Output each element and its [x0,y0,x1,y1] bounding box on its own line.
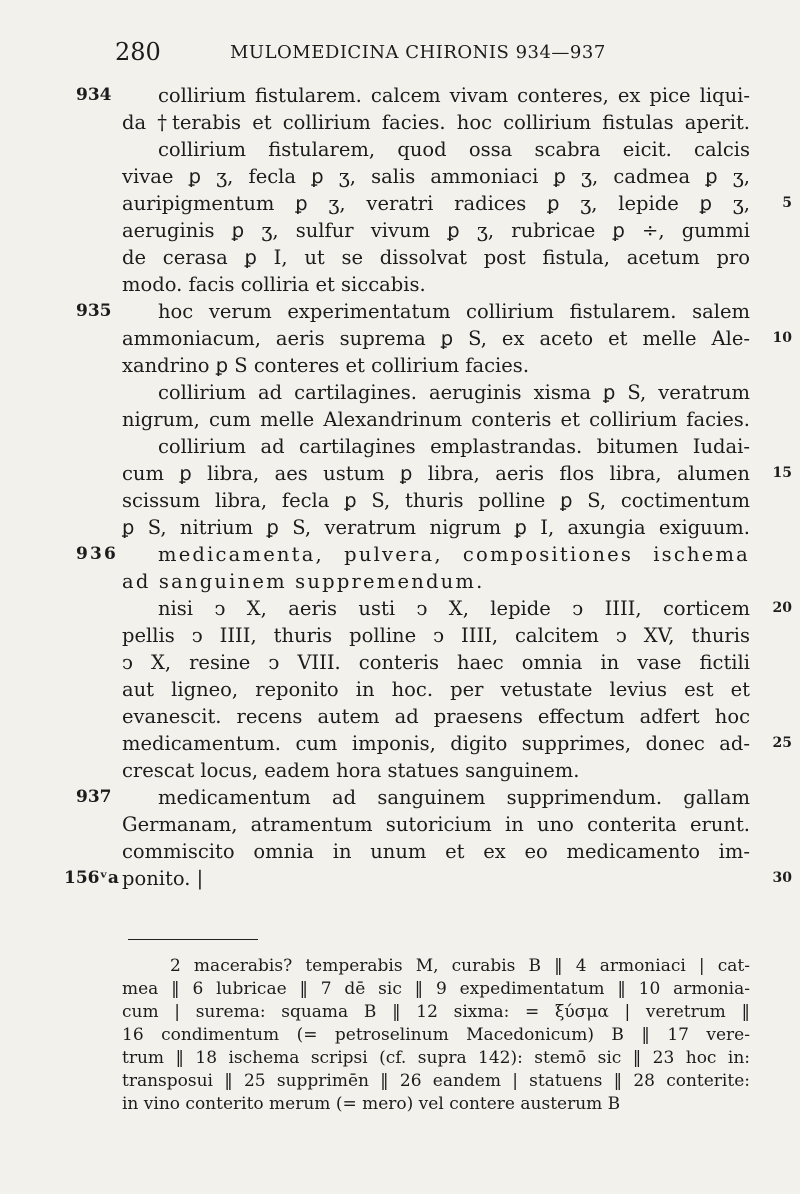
line-text: commiscito omnia in unum et ex eo medicamento im- [122,840,750,863]
text-line [122,460,792,487]
text-line [122,514,750,541]
text-line [122,271,750,298]
text-line [122,136,750,163]
footnote-line: mea ‖ 6 lubricae ‖ 7 dē sic ‖ 9 expedimentatum ‖ 10 armonia- [122,979,750,999]
line-text: evanescit. recens autem ad praesens effectum adfert hoc [122,705,750,728]
text-line [122,568,750,595]
line-text: da †terabis et collirium facies. hoc collirium fistulas aperit. [122,111,750,134]
line-text: ammoniacum, aeris suprema ꝑ S, ex aceto et melle Ale- [122,327,750,350]
text-line [76,784,750,811]
footnote-line: transposui ‖ 25 supprimēn ‖ 26 eandem | statuens ‖ 28 conterite: [122,1071,750,1091]
text-line [122,325,792,352]
line-text: nisi ↄ X, aeris usti ↄ X, lepide ↄ IIII, corticem [158,597,750,620]
text-line [122,757,750,784]
line-text: scissum libra, fecla ꝑ S, thuris polline ꝑ S, coctimentum [122,489,750,512]
line-text: aut ligneo, reponito in hoc. per vetustate levius est et [122,678,750,701]
section-number: 937 [76,787,112,807]
line-text: collirium ad cartilagines. aeruginis xisma ꝑ S, veratrum [158,381,750,404]
line-text: medicamenta, pulvera, compositiones ischema [158,543,750,566]
line-number: 25 [772,735,792,751]
line-text: ponito. | [122,867,204,890]
text-line [122,622,750,649]
text-line [122,730,792,757]
text-line [122,703,750,730]
line-text: collirium fistularem, quod ossa scabra eicit. calcis [158,138,750,161]
section-number: 934 [76,85,112,105]
text-line [122,379,750,406]
line-text: medicamentum. cum imponis, digito supprimes, donec ad- [122,732,750,755]
text-line [122,487,750,514]
running-head: MULOMEDICINA CHIRONIS 934—937 [230,42,606,63]
text-line [122,838,750,865]
footnote-line: in vino conterito merum (= mero) vel contere austerum B [122,1094,621,1114]
line-text: medicamentum ad sanguinem supprimendum. gallam [158,786,750,809]
footnote-line: 16 condimentum (= petroselinum Macedonicum) B ‖ 17 vere- [122,1025,750,1045]
section-number: 156ᵛa [64,868,119,888]
page-number: 280 [115,38,161,66]
text-line [76,298,750,325]
line-text: hoc verum experimentatum collirium fistularem. salem [158,300,750,323]
line-text: auripigmentum ꝑ ʒ, veratri radices ꝑ ʒ, lepide ꝑ ʒ, [122,192,750,215]
footnote-divider [128,939,258,940]
page-header [115,34,675,74]
line-number: 30 [772,870,792,886]
footnote-line: trum ‖ 18 ischema scripsi (cf. supra 142): stemō sic ‖ 23 hoc in: [122,1048,750,1068]
line-number: 20 [772,600,792,616]
line-number: 15 [772,465,792,481]
text-line [122,352,750,379]
text-line [122,676,750,703]
text-line [76,541,750,568]
line-text: cum ꝑ libra, aes ustum ꝑ libra, aeris flos libra, alumen [122,462,750,485]
footnote-apparatus [122,955,750,1116]
text-line [122,163,750,190]
line-text: de cerasa ꝑ I, ut se dissolvat post fistula, acetum pro [122,246,750,269]
line-text: pellis ↄ IIII, thuris polline ↄ IIII, calcitem ↄ XV, thuris [122,624,750,647]
line-text: Germanam, atramentum sutoricium in uno conterita erunt. [122,813,750,836]
line-text: collirium fistularem. calcem vivam conteres, ex pice liqui- [158,84,750,107]
line-text: crescat locus, eadem hora statues sanguinem. [122,759,580,782]
line-text: xandrino ꝑ S conteres et collirium facies. [122,354,530,377]
text-line [122,649,750,676]
line-text: collirium ad cartilagines emplastrandas. bitumen Iudai- [158,435,750,458]
section-number: 935 [76,301,112,321]
footnote-line: 2 macerabis? temperabis M, curabis B ‖ 4 armoniaci | cat- [170,956,750,976]
text-line [76,82,750,109]
text-line [122,433,750,460]
main-text [64,82,792,892]
line-number: 10 [772,330,792,346]
text-line [122,217,750,244]
line-text: vivae ꝑ ʒ, fecla ꝑ ʒ, salis ammoniaci ꝑ ʒ, cadmea ꝑ ʒ, [122,165,750,188]
text-line [122,595,792,622]
line-text: nigrum, cum melle Alexandrinum conteris et collirium facies. [122,408,750,431]
line-text: ↄ X, resine ↄ VIII. conteris haec omnia in vase fictili [122,651,750,674]
line-text: aeruginis ꝑ ʒ, sulfur vivum ꝑ ʒ, rubricae ꝑ ÷, gummi [122,219,750,242]
line-text: ꝑ S, nitrium ꝑ S, veratrum nigrum ꝑ I, axungia exiguum. [122,516,750,539]
text-line [122,406,750,433]
text-line [122,811,750,838]
text-line [122,190,792,217]
text-line [64,865,792,892]
line-text: ad sanguinem suppremendum. [122,570,485,593]
text-line [122,109,750,136]
line-text: modo. facis colliria et siccabis. [122,273,426,296]
section-number: 936 [76,544,119,564]
text-line [122,244,750,271]
footnote-line: cum | surema: squama B ‖ 12 sixma: = ξύσμα | veretrum ‖ [122,1002,750,1022]
line-number: 5 [782,195,792,211]
